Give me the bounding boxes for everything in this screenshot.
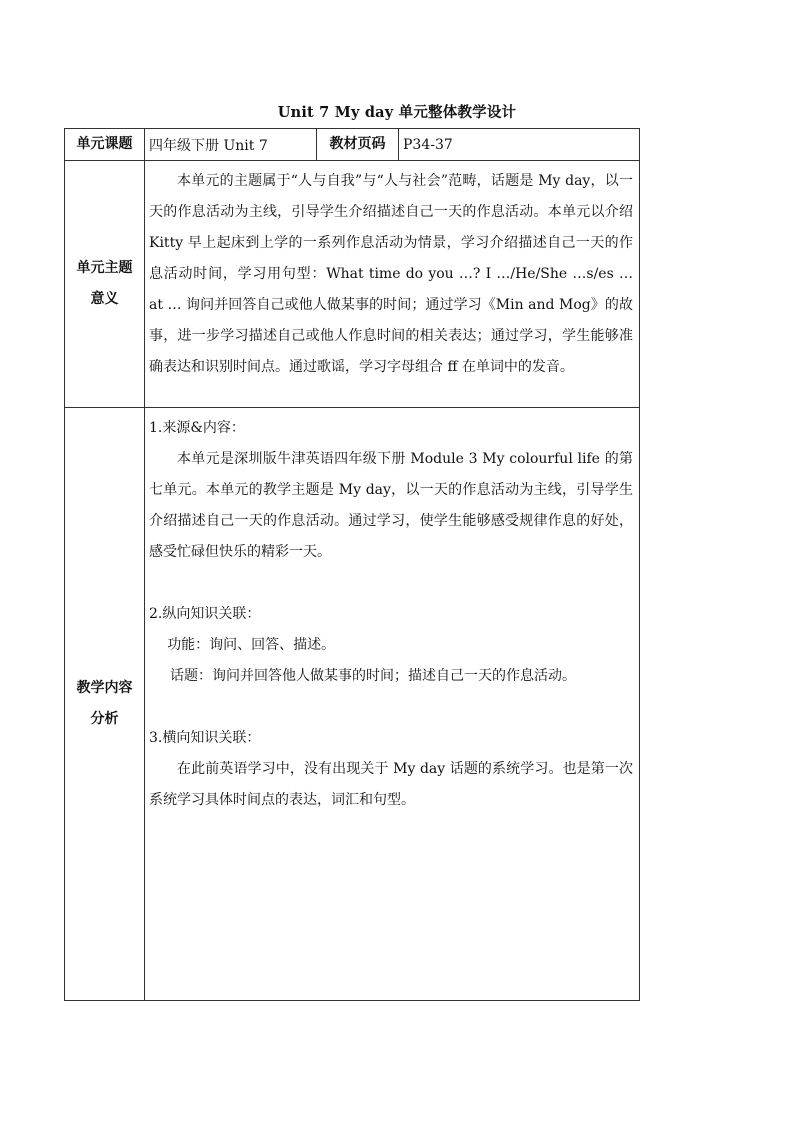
unit-theme-content-cell (145, 161, 640, 408)
section2-function: 功能：询问、回答、描述。 (167, 637, 336, 653)
section1-heading: 1.来源&内容： (149, 420, 245, 436)
section1-text: 本单元是深圳版牛津英语四年级下册 Module 3 My colourful life 的第七单元。本单元的教学主题是 My day，以一天的作息活动为主线，引导学生介绍描述自己一天的作息活动。通过学习，使学生能够感受规律作息的好处，感受忙碌但快乐的精彩一天。 (149, 451, 633, 560)
unit-theme-label-cell (65, 161, 145, 408)
spacer (149, 692, 633, 723)
unit-topic-value: 四年级下册 Unit 7 (145, 129, 317, 161)
section3-text: 在此前英语学习中，没有出现关于 My day 话题的系统学习。也是第一次系统学习具体时间点的表达，词汇和句型。 (149, 761, 633, 808)
section2-topic: 话题：询问并回答他人做某事的时间；描述自己一天的作息活动。 (170, 668, 576, 684)
unit-topic-label: 单元课题 (65, 129, 145, 161)
document-title: Unit 7 My day 单元整体教学设计 (277, 104, 517, 121)
unit-theme-label-line1: 单元主题 (76, 260, 133, 276)
content-analysis-label-cell (65, 408, 145, 1001)
content-analysis-label-line2: 分析 (90, 711, 119, 727)
table-row-unit-theme (65, 161, 640, 408)
spacer (149, 568, 633, 599)
teaching-design-table (64, 128, 640, 1001)
section2-heading: 2.纵向知识关联： (149, 606, 261, 622)
unit-theme-label-line2: 意义 (90, 291, 119, 307)
unit-theme-paragraph: 本单元的主题属于“人与自我”与“人与社会”范畴，话题是 My day，以一天的作息活动为主线，引导学生介绍描述自己一天的作息活动。本单元以介绍 Kitty 早上起床到上学的一系列作息活动为情景，学习介绍描述自己一天的作息活动时间，学习用句型：What time do you …? I …/He/She …s/es … at … 询问并回答自己或他人做某事的时间；通过学习《Min and Mog》的故事，进一步学习描述自己或他人作息时间的相关表达；通过学习，学生能够准确表达和识别时间点。通过歌谣，学习字母组合 ff 在单词中的发音。 (149, 173, 633, 375)
textbook-pages-value: P34-37 (399, 129, 640, 161)
table-row-content-analysis (65, 408, 640, 1001)
content-analysis-label-line1: 教学内容 (76, 680, 133, 696)
content-analysis-content-cell (145, 408, 640, 1001)
section3-heading: 3.横向知识关联： (149, 730, 261, 746)
table-row-unit-topic (65, 129, 640, 161)
textbook-pages-label: 教材页码 (317, 129, 399, 161)
